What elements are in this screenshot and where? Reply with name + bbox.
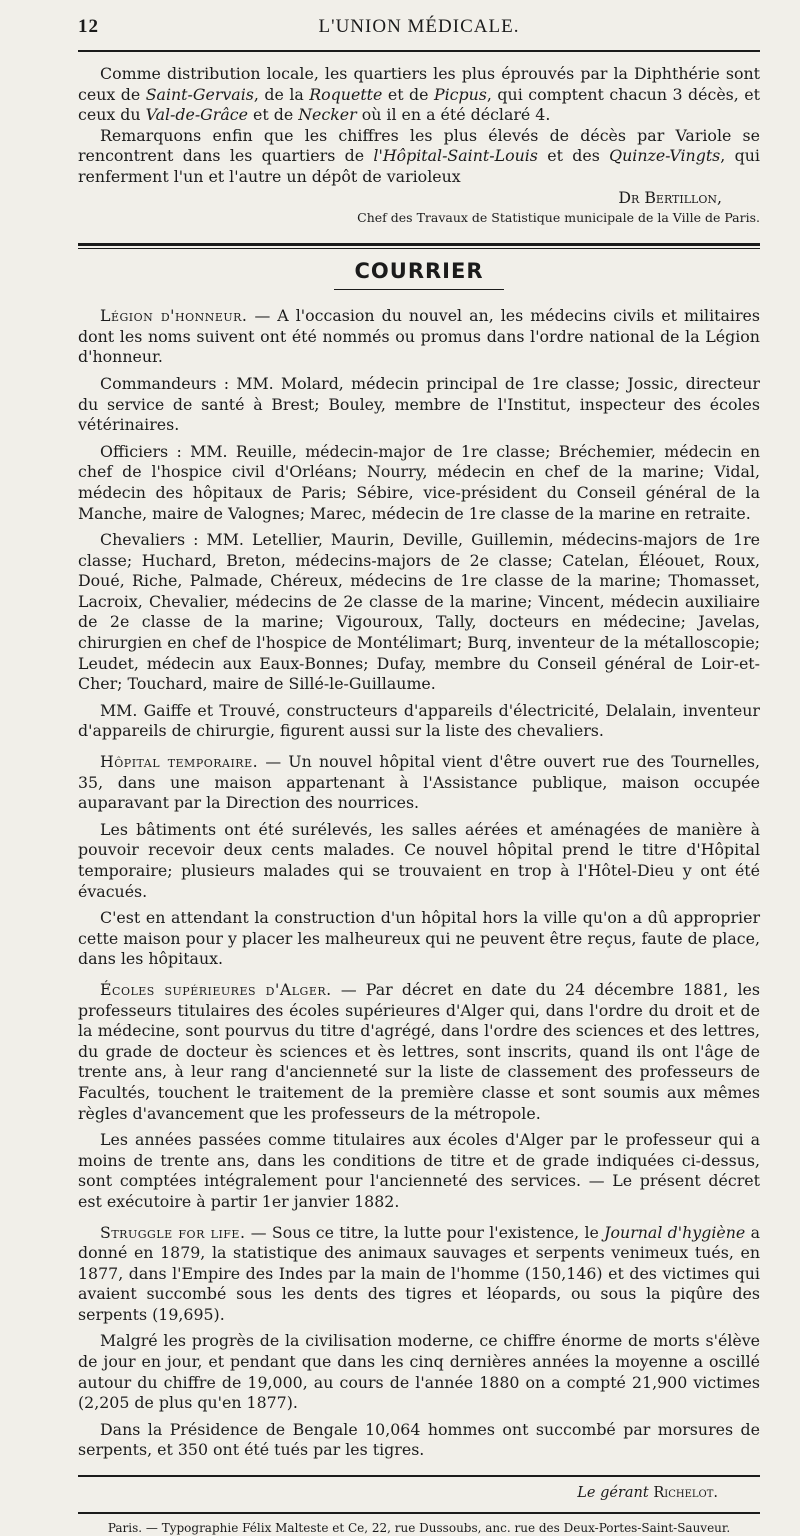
- section-title: COURRIER: [354, 259, 484, 284]
- ecoles-paragraph: Écoles supérieures d'Alger. — Par décret en date du 24 décembre 1881, les professeurs titulaires des écoles supérieures d'Alger qui, dans l'ordre du droit et de la médecine, sont pourvus du titre d'agrégé, dans l'ordre des sciences et des lettres, du grade de docteur ès sciences et ès lettres, sont inscrits, quand ils ont l'âge de trente ans, à leur rang d'ancienneté sur la liste de classement des professeurs de Facultés, touchent le traitement de la première classe et sont soumis aux mêmes règles d'avancement que les professeurs de la métropole.: [78, 979, 760, 1123]
- diphtheria-paragraph: Comme distribution locale, les quartiers les plus éprouvés par la Diphthérie sont ceux de Saint-Gervais, de la Roquette et de Picpus, qui comptent chacun 3 décès, et ceux du Val-de-Grâce et de Necker où il en a été déclaré 4.: [78, 64, 760, 125]
- title-underline: [334, 289, 504, 290]
- running-head: [78, 14, 760, 42]
- struggle-paragraph-3: Dans la Présidence de Bengale 10,064 hommes ont succombé par morsures de serpents, et 350 ont été tués par les tigres.: [78, 1419, 760, 1460]
- section-divider: [78, 243, 760, 249]
- printer-imprint: Paris. — Typographie Félix Malteste et Ce, 22, rue Dussoubs, anc. rue des Deux-Portes-Saint-Sauveur.: [107, 1520, 731, 1535]
- author-credit: Chef des Travaux de Statistique municipale de la Ville de Paris.: [357, 210, 760, 226]
- journal-hygiene-title: Journal d'hygiène: [604, 1222, 746, 1242]
- struggle-rubric: Struggle for life.: [100, 1222, 246, 1242]
- commandeurs-paragraph: Commandeurs : MM. Molard, médecin principal de 1re classe; Jossic, directeur du service de santé à Brest; Bouley, membre de l'Institut, inspecteur des écoles vétérinaires.: [78, 373, 760, 435]
- journal-title: L'UNION MÉDICALE.: [318, 16, 520, 37]
- hopital-rubric: Hôpital temporaire.: [100, 752, 259, 772]
- closing-rule: [78, 1475, 760, 1477]
- officiers-paragraph: Officiers : MM. Reuille, médecin-major de 1re classe; Bréchemier, médecin en chef de l'hospice civil d'Orléans; Nourry, médecin en chef de la marine; Vidal, médecin des hôpitaux de Paris; Sébire, vice-président du Conseil général de la Manche, maire de Valognes; Marec, médecin de 1re classe de la marine en retraite.: [78, 441, 760, 523]
- chevaliers-paragraph: Chevaliers : MM. Letellier, Maurin, Deville, Guillemin, médecins-majors de 1re classe; Huchard, Breton, médecins-majors de 2e classe; Catelan, Éléouet, Roux, Doué, Riche, Palmade, Chéreux, médecins de 1re classe de la marine; Thomasset, Lacroix, Chevalier, médecins de 2e classe de la marine; Vincent, médecin auxiliaire de 2e classe de la marine; Vigouroux, Tally, docteurs en médecine; Javelas, chirurgien en chef de l'hospice de Montélimart; Burq, inventeur de la métalloscopie; Leudet, médecin aux Eaux-Bonnes; Dufay, membre du Conseil général de Loir-et-Cher; Touchard, maire de Sillé-le-Guillaume.: [78, 530, 760, 694]
- struggle-paragraph: Struggle for life. — Sous ce titre, la lutte pour l'existence, le Journal d'hygiène a donné en 1879, la statistique des animaux sauvages et serpents venimeux tués, en 1877, dans l'Empire des Indes par la main de l'homme (150,146) et des victimes qui avaient succombé sous les dents des tigres et léopards, ou sous la piqûre des serpents (19,695).: [78, 1222, 760, 1324]
- ecoles-paragraph-2: Les années passées comme titulaires aux écoles d'Alger par le professeur qui a moins de trente ans, dans les conditions de titre et de grade indiquées ci-dessus, sont comptées intégralement pour l'ancienneté des services. — Le présent décret est exécutoire à partir 1er janvier 1882.: [78, 1130, 760, 1211]
- ecoles-rubric: Écoles supérieures d'Alger.: [100, 979, 332, 999]
- header-rule: [78, 50, 760, 52]
- hopital-paragraph-2: Les bâtiments ont été surélevés, les salles aérées et aménagées de manière à pouvoir recevoir deux cents malades. Ce nouvel hôpital prend le titre d'Hôpital temporaire; plusieurs malades qui se trouvaient en trop à l'Hôtel-Dieu y ont été évacués.: [78, 819, 760, 901]
- gaiffe-paragraph: MM. Gaiffe et Trouvé, constructeurs d'appareils d'électricité, Delalain, inventeur d'appareils de chirurgie, figurent aussi sur la liste des chevaliers.: [78, 700, 760, 741]
- legion-rubric: Légion d'honneur.: [100, 306, 248, 326]
- author-signature: Dr Bertillon,: [618, 187, 722, 207]
- imprint-rule: [78, 1512, 760, 1514]
- legion-paragraph: Légion d'honneur. — A l'occasion du nouvel an, les médecins civils et militaires dont les noms suivent ont été nommés ou promus dans l'ordre national de la Légion d'honneur.: [78, 306, 760, 367]
- gerant-signature: Le gérant Richelot.: [577, 1485, 718, 1502]
- struggle-paragraph-2: Malgré les progrès de la civilisation moderne, ce chiffre énorme de morts s'élève de jour en jour, et pendant que dans les cinq dernières années la moyenne a oscillé autour du chiffre de 19,000, au cours de l'année 1880 on a compté 21,900 victimes (2,205 de plus qu'en 1877).: [78, 1331, 760, 1413]
- page-number: 12: [78, 16, 99, 37]
- hopital-paragraph-3: C'est en attendant la construction d'un hôpital hors la ville qu'on a dû approprier cette maison pour y placer les malheureux qui ne peuvent être reçus, faute de place, dans les hôpitaux.: [78, 908, 760, 969]
- variole-paragraph: Remarquons enfin que les chiffres les plus élevés de décès par Variole se rencontrent dans les quartiers de l'Hôpital-Saint-Louis et des Quinze-Vingts, qui renferment l'un et l'autre un dépôt de varioleux: [78, 125, 760, 186]
- hopital-paragraph: Hôpital temporaire. — Un nouvel hôpital vient d'être ouvert rue des Tournelles, 35, dans une maison appartenant à l'Assistance publique, maison occupée auparavant par la Direction des nourrices.: [78, 752, 760, 813]
